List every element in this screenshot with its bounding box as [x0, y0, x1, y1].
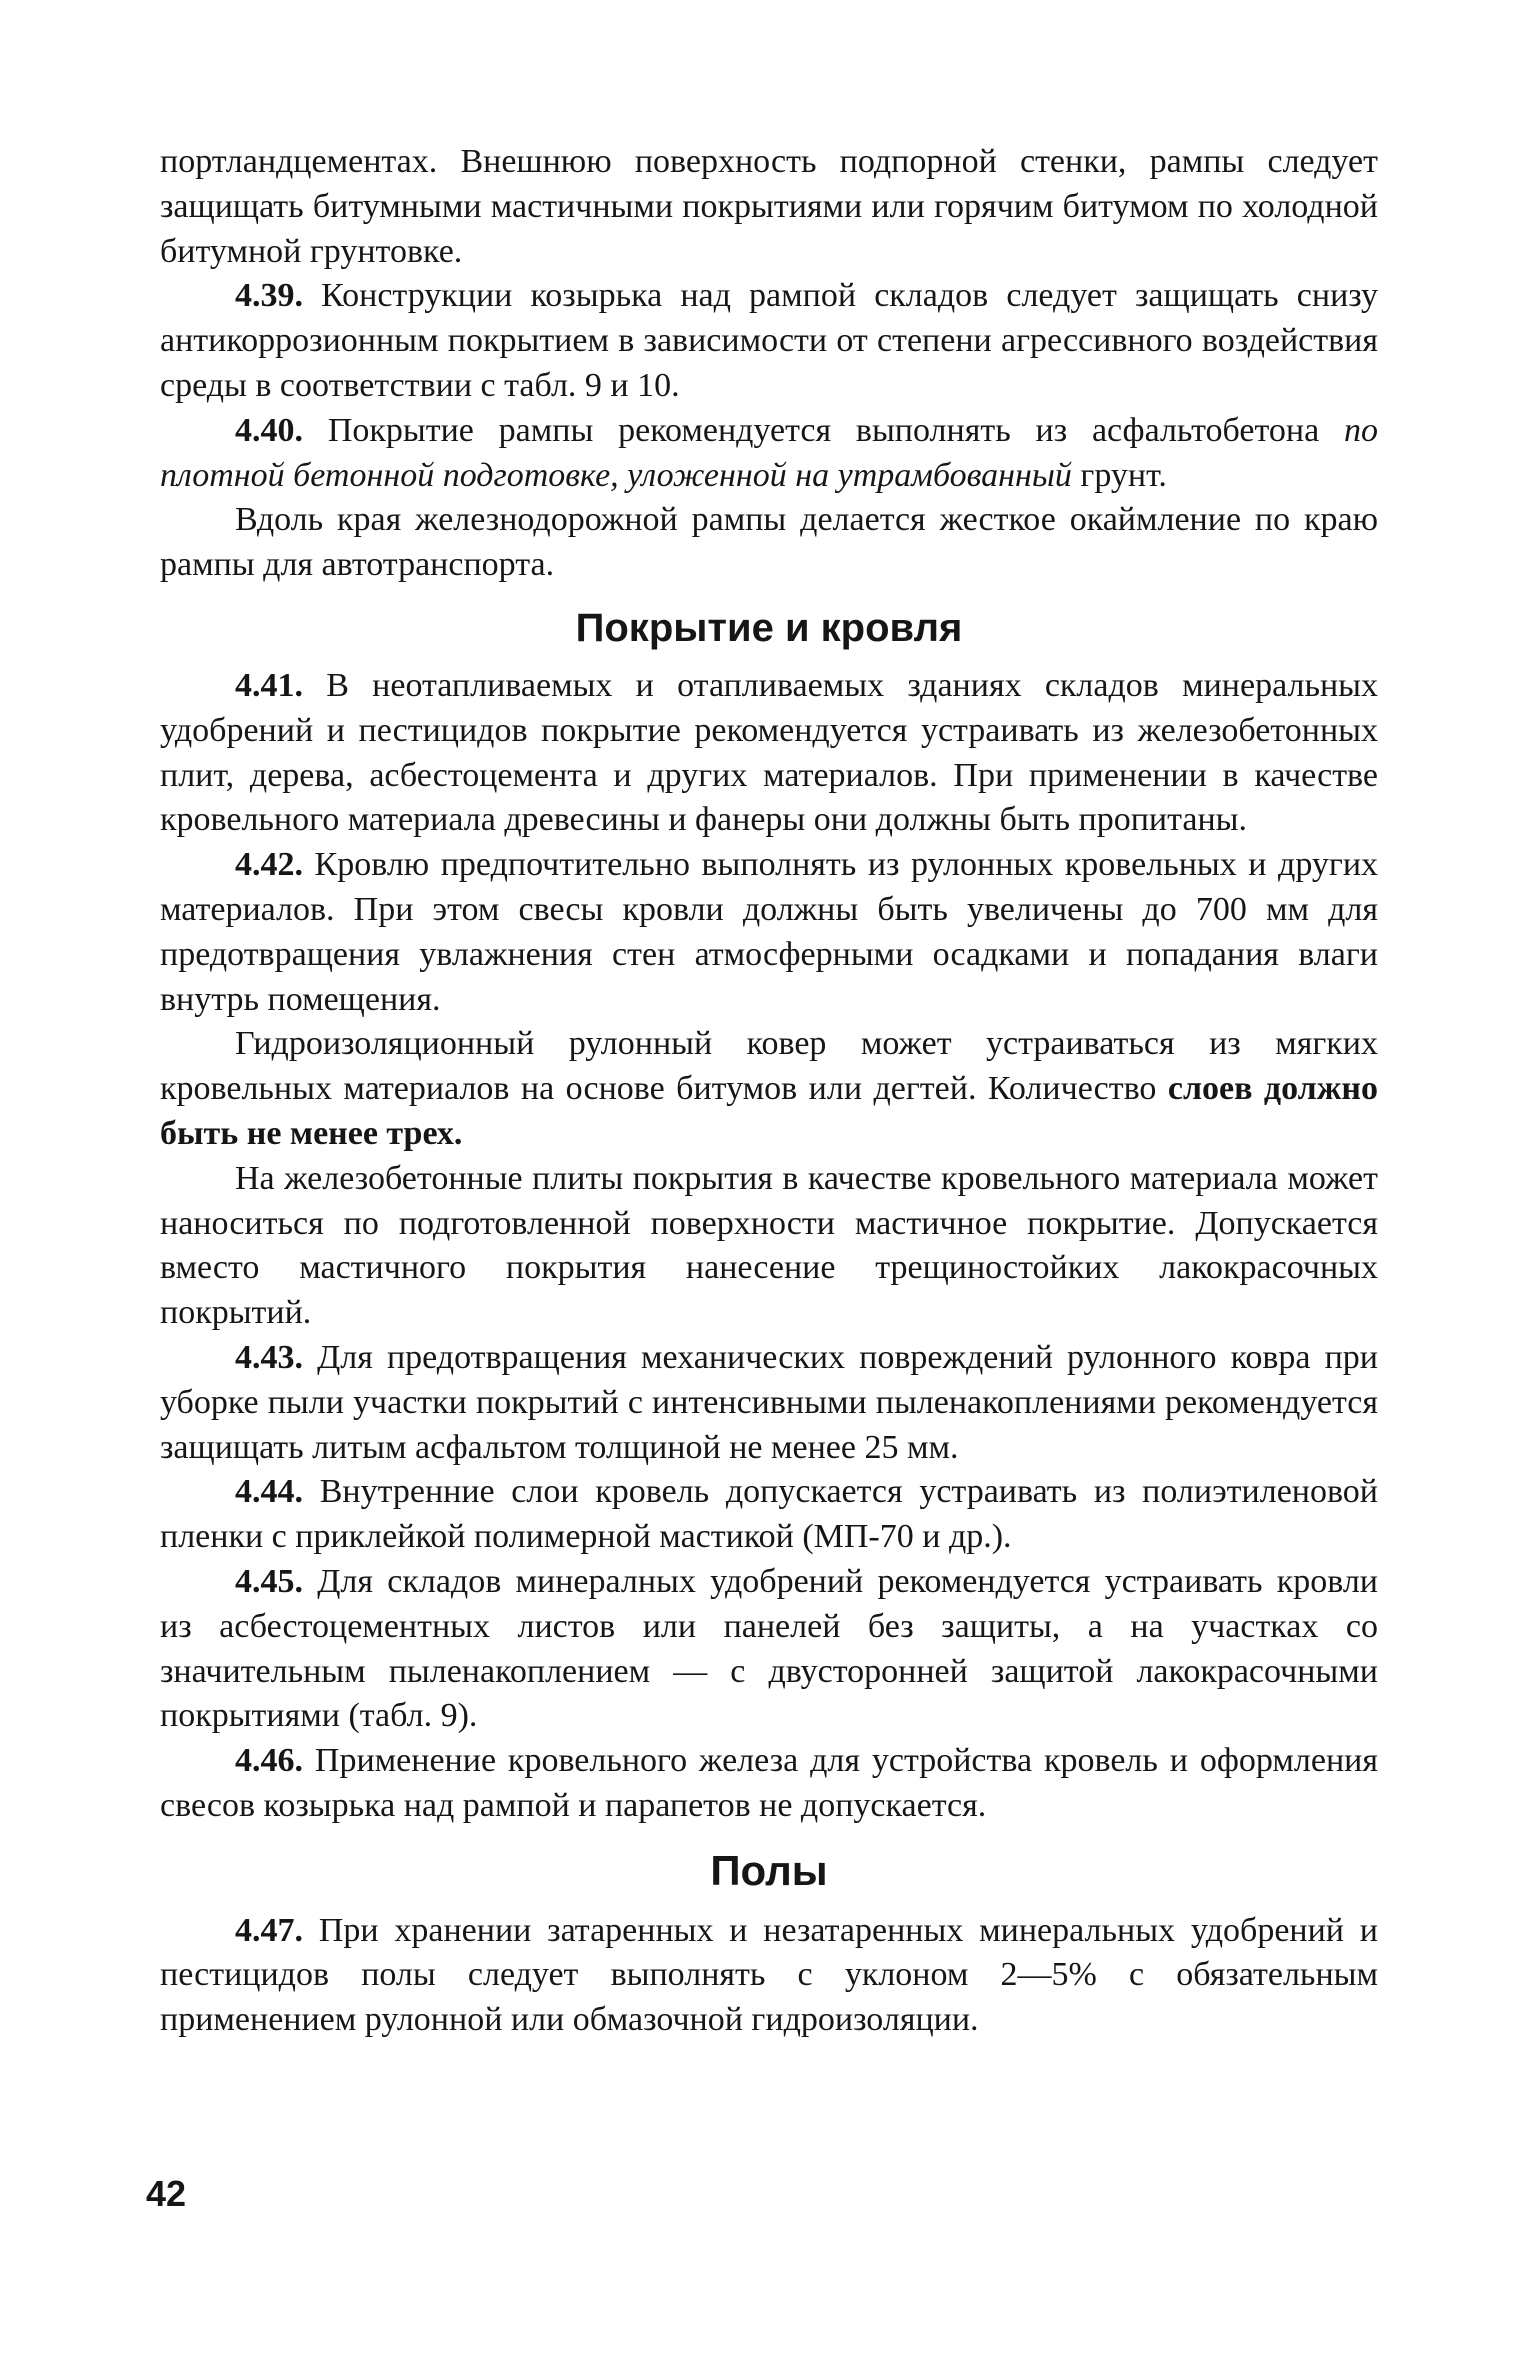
- clause-number: 4.42.: [235, 846, 303, 884]
- paragraph-4-40: 4.40. Покрытие рампы рекомендуется выполнять из асфальтобетона по плотной бетонной подготовке, уложенной на утрамбованный грунт.: [160, 411, 1379, 494]
- page-number: 42: [146, 2173, 187, 2214]
- paragraph-4-47: 4.47. При хранении затаренных и незатаренных минеральных удобрений и пестицидов полы следует выполнять с уклоном 2—5% с обязательным применением рулонной или обмазочной гидроизоляции.: [160, 1911, 1378, 2039]
- paragraph-edge: Вдоль края железнодорожной рампы делается жесткое окаймление по краю рампы для автотранспорта.: [160, 501, 1378, 584]
- italic-text: по плотной бетонной подготовке, уложенной на утрамбованный: [160, 411, 1379, 494]
- paragraph-mastic: На железобетонные плиты покрытия в качестве кровельного материала может наноситься по подготовленной поверхности мастичное покрытие. Допускается вместо мастичного покрытия нанесение трещиностойких лакокрасочных покрытий.: [160, 1159, 1378, 1332]
- paragraph-4-45: 4.45. Для складов минералных удобрений рекомендуется устраивать кровли из асбестоцементных листов или панелей без защиты, а на участках со значительным пыленакоплением — с двусторонней защитой лакокрасочными покрытиями (табл. 9).: [160, 1562, 1379, 1735]
- document-page: [160, 140, 1378, 2043]
- clause-number: 4.44.: [235, 1473, 303, 1511]
- clause-number: 4.46.: [235, 1742, 303, 1780]
- paragraph-4-43: 4.43. Для предотвращения механических повреждений рулонного ковра при уборке пыли участки покрытий с интенсивными пыленакоплениями рекомендуется защищать литым асфальтом толщиной не менее 25 мм.: [160, 1338, 1378, 1466]
- clause-number: 4.43.: [235, 1338, 303, 1376]
- paragraph-intro: портландцементах. Внешнюю поверхность подпорной стенки, рампы следует защищать битумными мастичными покрытиями или горячим битумом по холодной битумной грунтовке.: [160, 143, 1378, 270]
- clause-number: 4.47.: [235, 1911, 303, 1949]
- section-heading-floors: Полы: [710, 1846, 828, 1894]
- paragraph-4-42: 4.42. Кровлю предпочтительно выполнять из рулонных кровельных и других материалов. При этом свесы кровли должны быть увеличены до 700 мм для предотвращения увлажнения стен атмосферными осадками и попадания влаги внутрь помещения.: [160, 846, 1379, 1018]
- clause-number: 4.39.: [235, 277, 303, 315]
- paragraph-4-39: 4.39. Конструкции козырька над рампой складов следует защищать снизу антикоррозионным покрытием в зависимости от степени агрессивного воздействия среды в соответствии с табл. 9 и 10.: [160, 277, 1379, 404]
- clause-number: 4.40.: [235, 411, 303, 449]
- bold-text: слоев должно быть не менее трех.: [160, 1070, 1378, 1152]
- paragraph-membrane: Гидроизоляционный рулонный ковер может устраиваться из мягких кровельных материалов на основе битумов или дегтей. Количество слоев должно быть не менее трех.: [160, 1025, 1378, 1152]
- clause-number: 4.41.: [235, 666, 303, 704]
- paragraph-4-41: 4.41. В неотапливаемых и отапливаемых зданиях складов минеральных удобрений и пестицидов покрытие рекомендуется устраивать из железобетонных плит, дерева, асбестоцемента и других материалов. При применении в качестве кровельного материала древесины и фанеры они должны быть пропитаны.: [160, 666, 1378, 839]
- paragraph-4-46: 4.46. Применение кровельного железа для устройства кровель и оформления свесов козырька над рампой и парапетов не допускается.: [160, 1742, 1379, 1824]
- paragraph-4-44: 4.44. Внутренние слои кровель допускается устраивать из полиэтиленовой пленки с приклейкой полимерной мастикой (МП-70 и др.).: [160, 1473, 1379, 1556]
- section-heading-roof: Покрытие и кровля: [575, 605, 963, 650]
- clause-number: 4.45.: [235, 1562, 303, 1600]
